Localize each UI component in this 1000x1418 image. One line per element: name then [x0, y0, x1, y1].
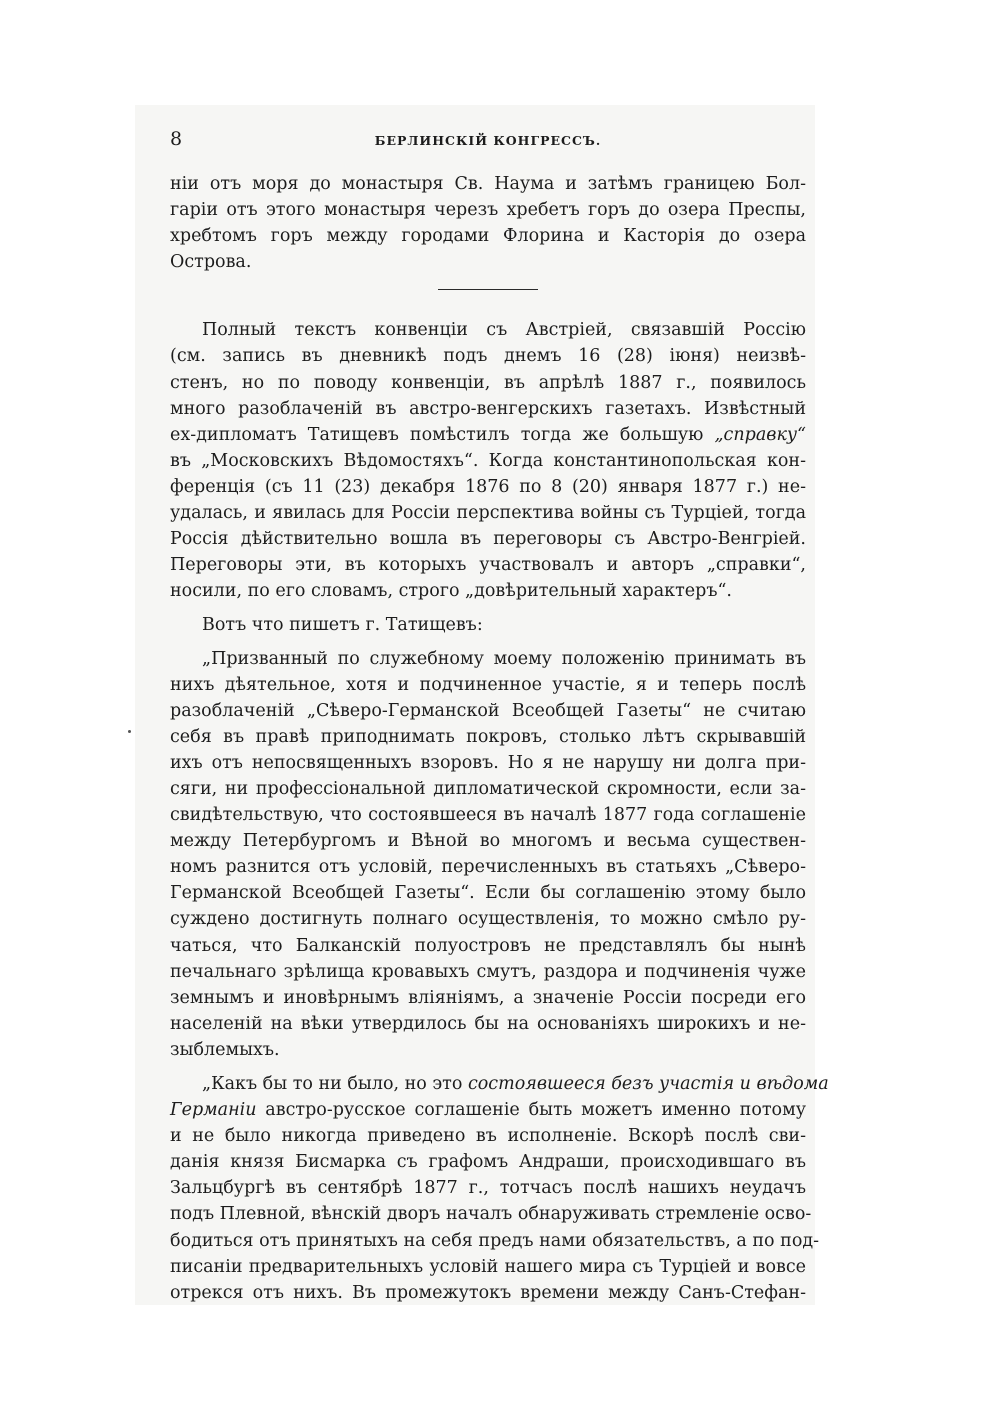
paragraph-2 — [170, 317, 806, 604]
text-line: суждено достигнуть полнаго осуществленія, то можно смѣло ру- — [170, 909, 806, 930]
text-line: земнымъ и иновѣрнымъ вліяніямъ, а значеніе Россіи посреди его — [170, 987, 806, 1008]
text-line: Вотъ что пишетъ г. Татищевъ: — [202, 615, 483, 636]
paragraph-gap — [170, 639, 806, 646]
text-line: гаріи отъ этого монастыря черезъ хребетъ горъ до озера Преспы, — [170, 200, 806, 221]
italic-segment: Германіи — [170, 1100, 257, 1121]
paragraph-gap — [170, 1063, 806, 1071]
text-line: Полный текстъ конвенціи съ Австріей, связавшій Россію — [202, 320, 806, 341]
text-line: стенъ, но по поводу конвенціи, въ апрѣлѣ 1887 г., появилось — [170, 372, 806, 393]
text-line: Германской Всеобщей Газеты“. Если бы соглашенію этому было — [170, 883, 806, 904]
body-text — [170, 171, 829, 1306]
text-line: Острова. — [170, 252, 252, 273]
text-line: (см. запись въ дневникѣ подъ днемъ 16 (28) іюня) неизвѣ- — [170, 346, 806, 367]
text-line: себя въ правѣ приподнимать покровъ, столько лѣтъ скрывавшій — [170, 726, 806, 747]
text-line: печальнаго зрѣлища кровавыхъ смутъ, раздора и подчиненія чуже — [170, 961, 806, 982]
italic-segment: состоявшееся безъ участія и вѣдома — [467, 1074, 829, 1094]
text-line: данія князя Бисмарка съ графомъ Андраши, происходившаго въ — [170, 1152, 806, 1173]
paragraph-4 — [170, 646, 806, 1064]
paragraph-3 — [170, 612, 806, 638]
text-line: разоблаченій „Сѣверо-Германской Всеобщей Газеты“ не считаю — [170, 700, 806, 721]
text-line: подъ Плевной, вѣнскій дворъ началъ обнаруживать стремленіе осво- — [170, 1204, 812, 1225]
text-line: бодиться отъ принятыхъ на себя предъ нами обязательствъ, а по под- — [170, 1230, 820, 1251]
text-line: Зальцбургѣ въ сентябрѣ 1877 г., тотчасъ послѣ нашихъ неудачъ — [170, 1178, 806, 1199]
text-line: Переговоры эти, въ которыхъ участвовалъ и авторъ „справки“, — [170, 555, 806, 576]
text-line: чаться, что Балканскій полуостровъ не представлялъ бы нынѣ — [170, 935, 806, 956]
text-line — [170, 1097, 806, 1123]
text-line: много разоблаченій въ австро-венгерскихъ газетахъ. Извѣстный — [170, 398, 806, 419]
text-line: Россія дѣйствительно вошла въ переговоры съ Австро-Венгріей. — [170, 529, 806, 550]
text-line: ихъ отъ непосвященныхъ взоровъ. Но я не нарушу ни долга при- — [170, 752, 806, 773]
italic-segment: „справку“ — [714, 424, 806, 445]
text-line — [170, 422, 806, 448]
text-line — [170, 1071, 829, 1097]
text-line: „Призванный по служебному моему положенію принимать въ — [202, 648, 806, 669]
paragraph-5 — [170, 1071, 829, 1306]
running-title: БЕРЛИНСКІЙ КОНГРЕССЪ. — [374, 133, 602, 148]
text-segment: австро-русское соглашеніе быть можетъ именно потому — [256, 1100, 806, 1121]
text-line: нихъ дѣятельное, хотя и подчиненное участіе, я и теперь послѣ — [170, 674, 806, 695]
text-line: носили, по его словамъ, строго „довѣрительный характеръ“. — [170, 581, 732, 602]
text-line: зыблемыхъ. — [170, 1039, 280, 1060]
text-line: хребтомъ горъ между городами Флорина и Касторія до озера — [170, 226, 806, 247]
text-line: ференція (съ 11 (23) декабря 1876 по 8 (20) января 1877 г.) не- — [170, 476, 806, 497]
text-segment: ех-дипломатъ Татищевъ помѣстилъ тогда же большую — [170, 424, 704, 445]
text-line: писаніи предварительныхъ условій нашего мира съ Турціей и вовсе — [170, 1256, 806, 1277]
text-line: и не было никогда приведено въ исполненіе. Вскорѣ послѣ сви- — [170, 1126, 806, 1147]
page-header — [170, 128, 806, 152]
text-line: населеній на вѣки утвердилось бы на основаніяхъ широкихъ и не- — [170, 1013, 806, 1034]
text-line: номъ разнится отъ условій, перечисленныхъ въ статьяхъ „Сѣверо- — [170, 857, 806, 878]
text-line: удалась, и явилась для Россіи перспектива войны съ Турціей, тогда — [170, 503, 806, 524]
scan-speck — [128, 730, 131, 733]
paragraph-gap — [170, 604, 806, 612]
divider-rule — [438, 289, 538, 290]
text-line: свидѣтельствую, что состоявшееся въ началѣ 1877 года соглашеніе — [170, 805, 806, 826]
text-line: въ „Московскихъ Вѣдомостяхъ“. Когда константинопольская кон- — [170, 450, 806, 471]
section-divider — [170, 275, 806, 317]
paragraph-1 — [170, 171, 806, 275]
page-number: 8 — [170, 128, 183, 150]
text-line: отрекся отъ нихъ. Въ промежутокъ времени между Санъ-Стефан- — [170, 1282, 806, 1303]
text-line: между Петербургомъ и Вѣной во многомъ и весьма существен- — [170, 831, 806, 852]
text-line: ніи отъ моря до монастыря Св. Наума и затѣмъ границею Бол- — [170, 174, 806, 194]
text-segment: „Какъ бы то ни было, но это — [202, 1074, 468, 1094]
text-line: сяги, ни профессіональной дипломатической скромности, если за- — [170, 778, 806, 799]
